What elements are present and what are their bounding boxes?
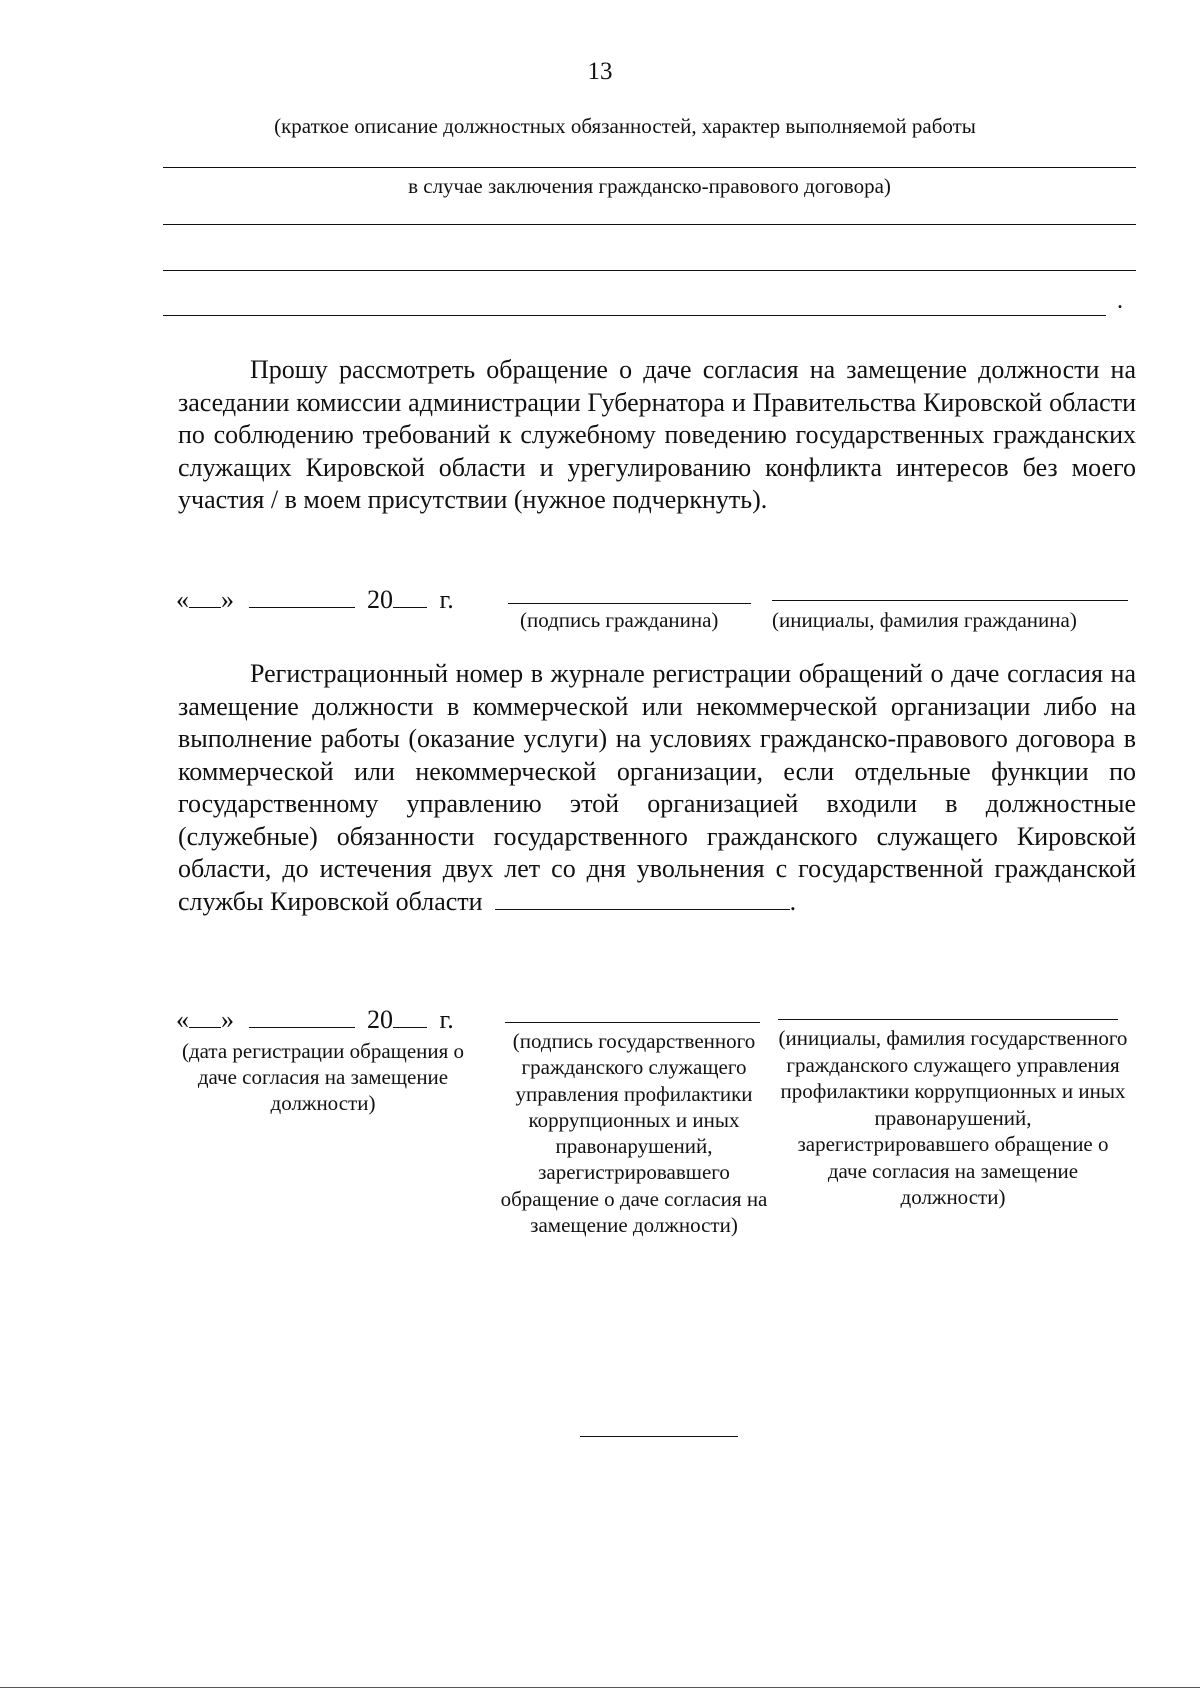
citizen-name-line bbox=[772, 600, 1128, 601]
registration-date-caption: (дата регистрации обращения о даче согласия на замещение должности) bbox=[181, 1039, 465, 1115]
registration-end-mark: . bbox=[789, 886, 797, 916]
registration-number-blank bbox=[495, 889, 790, 910]
year-blank bbox=[393, 587, 427, 608]
open-quote: « bbox=[176, 585, 189, 614]
officer-name-caption: (инициалы, фамилия государственного гражданского служащего управления профилактики коррупционных и иных правонарушений, зарегистрировавшего обращение о даче согласия на замещение должности) bbox=[778, 1026, 1128, 1209]
open-quote: « bbox=[176, 1005, 189, 1034]
citizen-signature-caption: (подпись гражданина) bbox=[520, 608, 719, 632]
year-prefix: 20 bbox=[367, 585, 393, 614]
year-suffix: г. bbox=[439, 1005, 454, 1034]
page-number: 13 bbox=[587, 58, 613, 85]
close-quote: » bbox=[221, 1005, 234, 1034]
description-fill-line-2 bbox=[163, 224, 1136, 225]
officer-name-line bbox=[778, 1019, 1118, 1020]
close-quote: » bbox=[221, 585, 234, 614]
description-fill-line-1 bbox=[163, 167, 1136, 168]
year-prefix: 20 bbox=[367, 1005, 393, 1034]
year-suffix: г. bbox=[439, 585, 454, 614]
end-of-document-rule bbox=[580, 1436, 738, 1437]
registration-paragraph bbox=[178, 658, 1136, 918]
registration-date-field bbox=[176, 1005, 454, 1035]
citizen-signature-line bbox=[508, 603, 751, 604]
day-blank bbox=[189, 587, 221, 608]
officer-signature-line bbox=[505, 1022, 760, 1023]
officer-signature-caption: (подпись государственного гражданского служащего управления профилактики коррупционных и иных правонарушений, зарегистрировавшего обращение о даче согласия на замещение должности) bbox=[500, 1029, 768, 1238]
request-text: Прошу рассмотреть обращение о даче согласия на замещение должности на заседании комиссии администрации Губернатора и Правительства Кировской области по соблюдению требований к служебному поведению государственных гражданских служащих Кировской области и урегулированию конфликта интересов без моего участия / в моем присутствии (нужное подчеркнуть). bbox=[178, 355, 1136, 514]
description-fill-line-3 bbox=[163, 270, 1136, 271]
description-caption-line-2: в случае заключения гражданско-правового договора) bbox=[408, 174, 891, 198]
request-paragraph bbox=[178, 354, 1136, 517]
month-blank bbox=[249, 1007, 355, 1028]
day-blank bbox=[189, 1007, 221, 1028]
citizen-date-field bbox=[176, 585, 454, 615]
registration-text: Регистрационный номер в журнале регистрации обращений о даче согласия на замещение должности в коммерческой или некоммерческой организации либо на выполнение работы (оказание услуги) на условиях гражданско-правового договора в коммерческой или некоммерческой организации, если отдельные функции по государственному управлению этой организацией входили в должностные (служебные) обязанности государственного гражданского служащего Кировской области, до истечения двух лет со дня увольнения с государственной гражданской службы Кировской области bbox=[178, 659, 1136, 916]
description-end-dot: . bbox=[1117, 288, 1123, 314]
month-blank bbox=[249, 587, 355, 608]
scan-bottom-edge bbox=[0, 1687, 1200, 1688]
description-caption-line-1: (краткое описание должностных обязанностей, характер выполняемой работы bbox=[274, 114, 976, 138]
citizen-name-caption: (инициалы, фамилия гражданина) bbox=[772, 608, 1077, 632]
description-fill-line-4 bbox=[163, 315, 1106, 316]
year-blank bbox=[393, 1007, 427, 1028]
